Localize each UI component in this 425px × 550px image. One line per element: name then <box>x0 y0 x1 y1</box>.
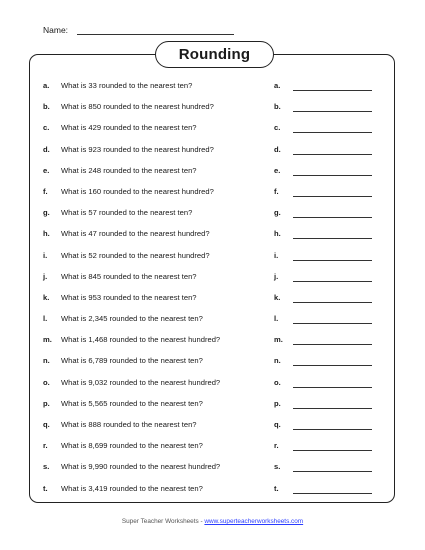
answer-letter: o. <box>274 377 281 387</box>
answer-line[interactable] <box>293 365 372 366</box>
answer-line[interactable] <box>293 302 372 303</box>
answer-line[interactable] <box>293 196 372 197</box>
question-letter: g. <box>43 208 50 218</box>
question-letter: n. <box>43 356 50 366</box>
answer-letter: f. <box>274 186 279 196</box>
answer-line[interactable] <box>293 429 372 430</box>
question-text: What is 9,032 rounded to the nearest hundred? <box>61 377 221 387</box>
answer-line[interactable] <box>293 323 372 324</box>
answer-line[interactable] <box>293 217 372 218</box>
answer-letter: r. <box>274 441 279 451</box>
question-row <box>0 269 425 290</box>
question-letter: q. <box>43 420 50 429</box>
answer-line[interactable] <box>293 387 372 388</box>
footer-link[interactable]: www.superteacherworksheets.com <box>204 518 304 525</box>
question-text: What is 953 rounded to the nearest ten? <box>61 292 197 302</box>
question-row <box>0 290 425 311</box>
question-text: What is 429 rounded to the nearest ten? <box>61 123 197 133</box>
question-text: What is 1,468 rounded to the nearest hundred? <box>61 335 221 345</box>
answer-letter: k. <box>274 292 281 302</box>
question-text: What is 8,699 rounded to the nearest ten? <box>61 441 203 451</box>
question-letter: c. <box>43 123 50 133</box>
question-row <box>0 78 425 99</box>
question-text: What is 33 rounded to the nearest ten? <box>61 81 193 90</box>
answer-line[interactable] <box>293 408 372 409</box>
question-letter: k. <box>43 292 50 302</box>
answer-letter: a. <box>274 81 281 90</box>
question-row <box>0 142 425 163</box>
question-row <box>0 163 425 184</box>
question-letter: o. <box>43 377 50 387</box>
answer-line[interactable] <box>293 175 372 176</box>
question-letter: t. <box>43 483 48 493</box>
question-row <box>0 311 425 332</box>
answer-line[interactable] <box>293 111 372 112</box>
question-row <box>0 353 425 374</box>
answer-line[interactable] <box>293 344 372 345</box>
answer-letter: d. <box>274 144 281 154</box>
question-row <box>0 417 425 438</box>
question-letter: m. <box>43 335 52 345</box>
question-row <box>0 375 425 396</box>
question-letter: i. <box>43 250 48 260</box>
answer-line[interactable] <box>293 450 372 451</box>
question-row <box>0 226 425 247</box>
answer-line[interactable] <box>293 471 372 472</box>
question-text: What is 52 rounded to the nearest hundred? <box>61 250 210 260</box>
question-text: What is 923 rounded to the nearest hundred? <box>61 144 214 154</box>
name-line[interactable] <box>77 34 234 35</box>
answer-line[interactable] <box>293 493 372 494</box>
question-letter: d. <box>43 144 50 154</box>
answer-letter: h. <box>274 229 281 239</box>
question-text: What is 248 rounded to the nearest ten? <box>61 165 197 175</box>
question-text: What is 47 rounded to the nearest hundred? <box>61 229 210 239</box>
question-letter: b. <box>43 102 50 112</box>
question-row <box>0 205 425 226</box>
answer-letter: g. <box>274 208 281 218</box>
answer-letter: q. <box>274 420 281 429</box>
question-letter: e. <box>43 165 50 175</box>
question-row <box>0 248 425 269</box>
worksheet-title: Rounding <box>155 41 274 68</box>
question-letter: j. <box>43 271 48 281</box>
question-letter: s. <box>43 462 50 472</box>
question-row <box>0 99 425 120</box>
answer-letter: c. <box>274 123 281 133</box>
question-letter: r. <box>43 441 48 451</box>
question-text: What is 2,345 rounded to the nearest ten? <box>61 314 203 324</box>
answer-letter: t. <box>274 483 279 493</box>
footer <box>0 518 425 525</box>
answer-line[interactable] <box>293 238 372 239</box>
question-row <box>0 438 425 459</box>
question-text: What is 3,419 rounded to the nearest ten? <box>61 483 203 493</box>
question-text: What is 160 rounded to the nearest hundred? <box>61 186 214 196</box>
question-letter: p. <box>43 398 50 408</box>
question-row <box>0 481 425 502</box>
answer-letter: j. <box>274 271 279 281</box>
question-text: What is 888 rounded to the nearest ten? <box>61 420 197 429</box>
question-text: What is 6,789 rounded to the nearest ten? <box>61 356 203 366</box>
question-row <box>0 459 425 480</box>
question-letter: f. <box>43 186 48 196</box>
question-text: What is 845 rounded to the nearest ten? <box>61 271 197 281</box>
question-letter: a. <box>43 81 50 90</box>
answer-letter: n. <box>274 356 281 366</box>
answer-letter: s. <box>274 462 281 472</box>
answer-letter: l. <box>274 314 279 324</box>
answer-letter: e. <box>274 165 281 175</box>
question-text: What is 57 rounded to the nearest ten? <box>61 208 193 218</box>
answer-letter: m. <box>274 335 283 345</box>
question-text: What is 5,565 rounded to the nearest ten? <box>61 398 203 408</box>
answer-letter: p. <box>274 398 281 408</box>
answer-line[interactable] <box>293 260 372 261</box>
question-row <box>0 120 425 141</box>
answer-letter: b. <box>274 102 281 112</box>
question-list <box>0 78 425 502</box>
question-row <box>0 332 425 353</box>
question-text: What is 9,990 rounded to the nearest hundred? <box>61 462 221 472</box>
question-text: What is 850 rounded to the nearest hundred? <box>61 102 214 112</box>
footer-text: Super Teacher Worksheets - <box>121 518 205 525</box>
answer-line[interactable] <box>293 90 372 91</box>
answer-line[interactable] <box>293 281 372 282</box>
question-letter: l. <box>43 314 48 324</box>
answer-line[interactable] <box>293 154 372 155</box>
answer-line[interactable] <box>293 132 372 133</box>
question-row <box>0 184 425 205</box>
question-row <box>0 396 425 417</box>
name-label: Name: <box>43 25 69 35</box>
answer-letter: i. <box>274 250 279 260</box>
question-letter: h. <box>43 229 50 239</box>
